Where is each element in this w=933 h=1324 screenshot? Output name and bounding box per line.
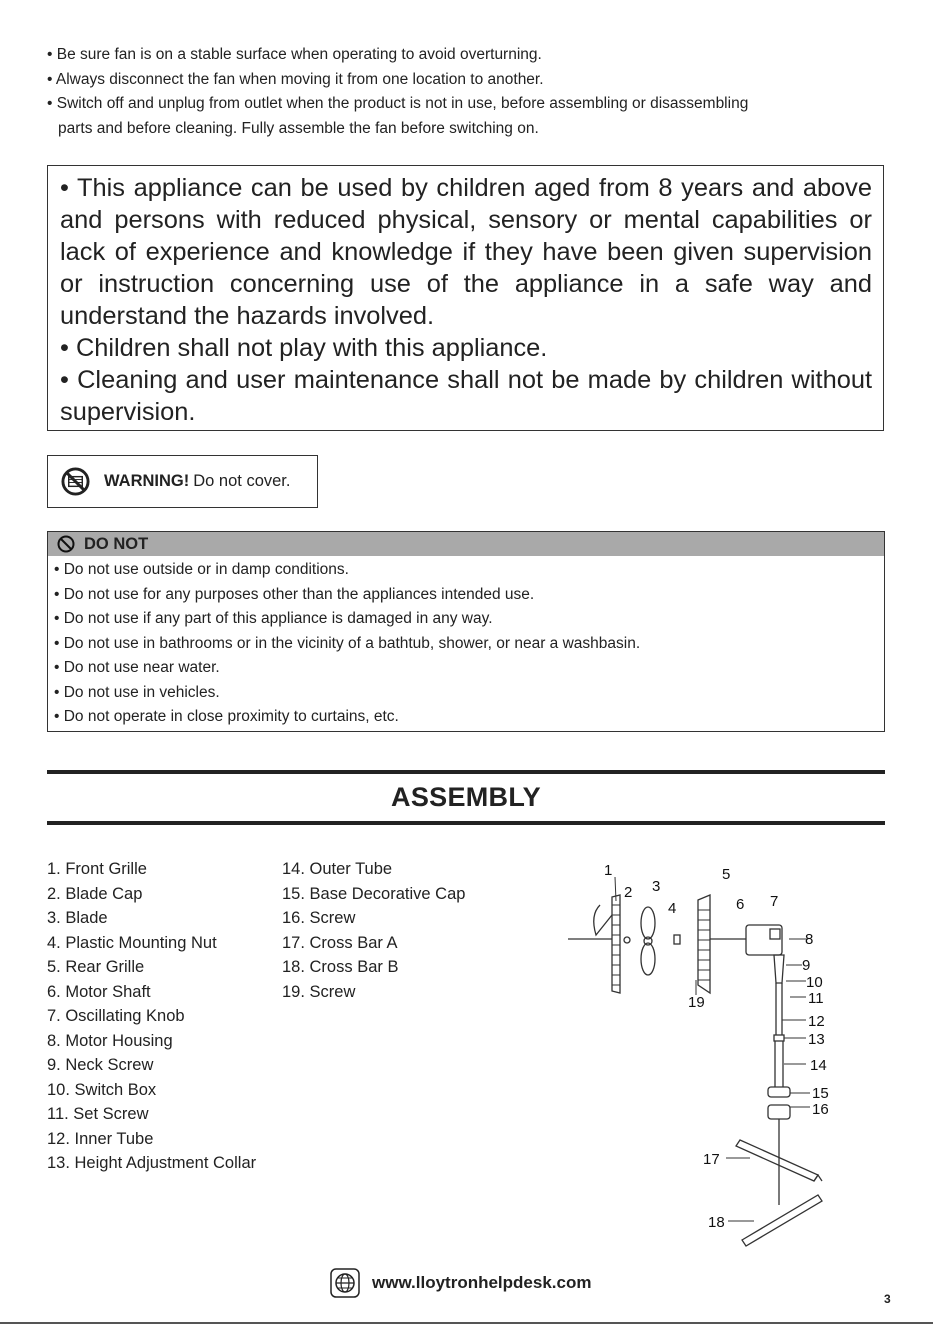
children-notice: • Children shall not play with this appliance. <box>60 334 548 362</box>
part-item: 9. Neck Screw <box>47 1056 154 1074</box>
warning-label: WARNING! <box>104 472 190 490</box>
children-notice: • This appliance can be used by children aged from 8 years and above and persons with reduced physical, sensory or mental capabilities or lack of experience and knowledge if they have been given supervision or instruction concerning use of the appliance in a safe way and understand the hazards involved. <box>60 174 872 330</box>
bullet-text: • Always disconnect the fan when moving it from one location to another. <box>47 70 544 88</box>
diagram-label: 3 <box>652 878 661 895</box>
part-item: 16. Screw <box>282 909 356 927</box>
warning-box <box>47 455 318 508</box>
divider <box>47 821 885 825</box>
list-item: • Do not use for any purposes other than the appliances intended use. <box>54 585 535 603</box>
part-item: 4. Plastic Mounting Nut <box>47 933 217 952</box>
bullet-text: • Switch off and unplug from outlet when the product is not in use, before assembling or disassembling <box>47 95 749 112</box>
parts-list-1 <box>47 857 256 1176</box>
globe-icon <box>330 1268 360 1298</box>
part-item: 19. Screw <box>282 982 356 1001</box>
do-not-title: DO NOT <box>84 534 149 553</box>
divider <box>47 770 885 774</box>
list-item: • Do not use in bathrooms or in the vicinity of a bathtub, shower, or near a washbasin. <box>54 634 641 652</box>
diagram-label: 18 <box>708 1214 725 1231</box>
diagram-label: 9 <box>802 957 811 974</box>
do-not-cover-icon <box>61 467 90 496</box>
list-item: • Do not use near water. <box>54 659 220 676</box>
do-not-box <box>47 531 885 732</box>
diagram-label: 11 <box>808 990 824 1007</box>
safety-bullets <box>47 43 897 141</box>
diagram-labels <box>604 862 829 1231</box>
part-item: 11. Set Screw <box>47 1105 149 1123</box>
list-item: • Do not operate in close proximity to curtains, etc. <box>54 708 399 725</box>
part-item: 3. Blade <box>47 909 108 927</box>
diagram-label: 17 <box>703 1151 720 1168</box>
fan-exploded-diagram <box>560 855 860 1255</box>
part-item: 8. Motor Housing <box>47 1031 173 1050</box>
helpdesk-link[interactable]: www.lloytronhelpdesk.com <box>372 1273 592 1292</box>
diagram-label: 4 <box>668 900 677 917</box>
part-item: 15. Base Decorative Cap <box>282 884 466 903</box>
list-item: • Do not use in vehicles. <box>54 683 220 701</box>
diagram-label: 7 <box>770 893 779 910</box>
diagram-label: 1 <box>604 862 613 879</box>
diagram-label: 16 <box>812 1101 829 1118</box>
parts-list-2 <box>282 857 465 1004</box>
part-item: 6. Motor Shaft <box>47 982 151 1001</box>
part-item: 1. Front Grille <box>47 860 147 878</box>
do-not-list <box>48 556 884 730</box>
part-item: 14. Outer Tube <box>282 860 393 878</box>
diagram-label: 8 <box>805 931 814 948</box>
footer <box>330 1268 591 1298</box>
prohibited-icon <box>57 535 75 553</box>
diagram-label: 5 <box>722 866 731 883</box>
part-item: 12. Inner Tube <box>47 1129 154 1148</box>
warning-text: Do not cover. <box>193 472 291 490</box>
page-number: 3 <box>884 1292 891 1306</box>
part-item: 5. Rear Grille <box>47 958 145 976</box>
part-item: 18. Cross Bar B <box>282 958 399 976</box>
diagram-label: 13 <box>808 1031 825 1048</box>
diagram-label: 19 <box>688 994 705 1011</box>
do-not-header <box>48 532 884 556</box>
part-item: 7. Oscillating Knob <box>47 1007 185 1025</box>
children-safety-box <box>47 165 884 431</box>
children-notice: • Cleaning and user maintenance shall not be made by children without supervision. <box>60 366 872 426</box>
part-item: 10. Switch Box <box>47 1080 157 1099</box>
diagram-label: 6 <box>736 896 745 913</box>
part-item: 13. Height Adjustment Collar <box>47 1154 257 1172</box>
diagram-label: 10 <box>806 974 823 991</box>
list-item: • Do not use outside or in damp conditions. <box>54 561 349 578</box>
assembly-title: ASSEMBLY <box>391 782 541 812</box>
list-item: • Do not use if any part of this appliance is damaged in any way. <box>54 610 493 627</box>
part-item: 17. Cross Bar A <box>282 933 398 952</box>
diagram-label: 12 <box>808 1013 825 1030</box>
diagram-label: 14 <box>810 1057 827 1074</box>
part-item: 2. Blade Cap <box>47 884 143 903</box>
diagram-label: 15 <box>812 1085 829 1102</box>
diagram-label: 2 <box>624 884 633 901</box>
bullet-text: parts and before cleaning. Fully assemble the fan before switching on. <box>58 119 539 137</box>
bullet-text: • Be sure fan is on a stable surface when operating to avoid overturning. <box>47 46 542 63</box>
